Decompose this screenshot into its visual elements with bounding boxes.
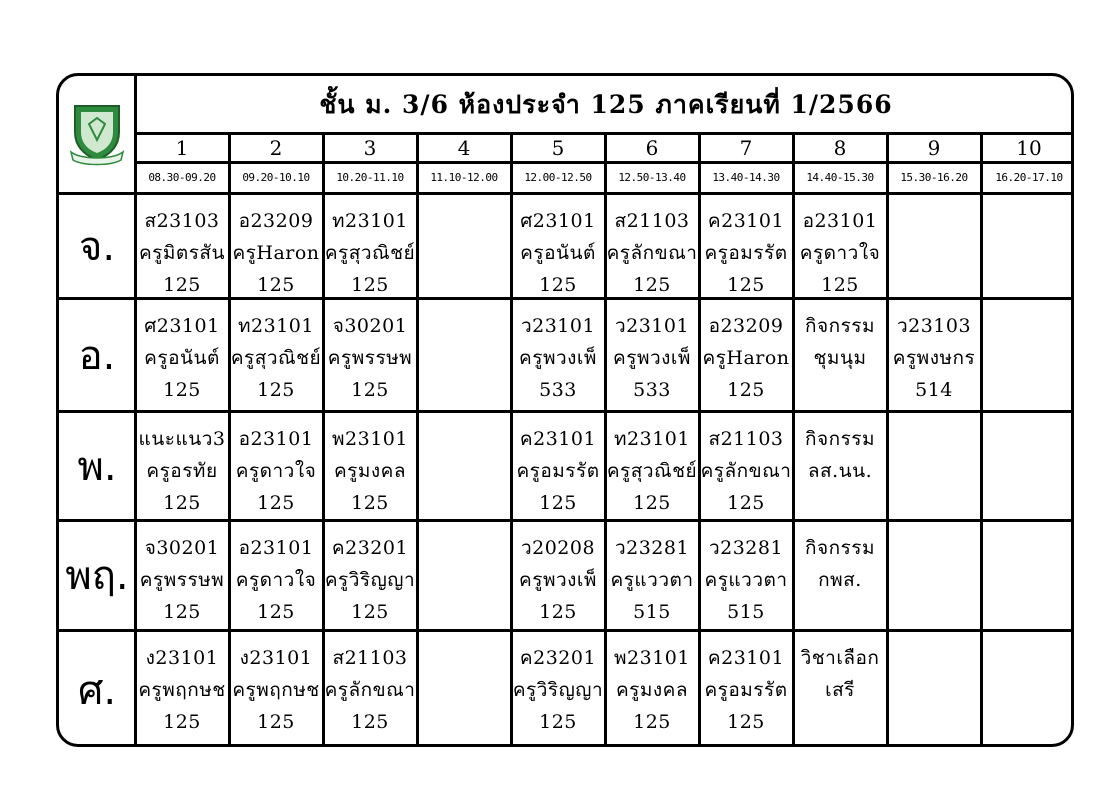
subject-code: ว23101 bbox=[614, 315, 690, 337]
class-cell bbox=[137, 413, 227, 518]
class-cell bbox=[513, 522, 603, 628]
teacher-name: ครูอมรรัต bbox=[704, 242, 788, 264]
class-cell bbox=[795, 522, 885, 628]
subject-code: ค23101 bbox=[707, 210, 785, 232]
room-number: 125 bbox=[351, 601, 389, 623]
subject-code: ง23101 bbox=[145, 647, 219, 669]
subject-code: ท23101 bbox=[238, 315, 314, 337]
teacher-name: ครูHaron bbox=[232, 242, 320, 264]
subject-code: กิจกรรม bbox=[804, 537, 876, 559]
subject-code: แนะแนว3 bbox=[138, 428, 226, 450]
room-number: 125 bbox=[163, 274, 201, 296]
teacher-name: ลส.นน. bbox=[807, 460, 873, 482]
teacher-name: ครูมงคล bbox=[615, 679, 689, 701]
class-cell bbox=[419, 195, 509, 296]
page-title: ชั้น ม. 3/6 ห้องประจำ 125 ภาคเรียนที่ 1/2566 bbox=[319, 89, 893, 119]
teacher-name: ครูสุวณิชย์ bbox=[325, 242, 415, 264]
room-number: 125 bbox=[257, 379, 295, 401]
class-cell bbox=[607, 300, 697, 409]
class-cell bbox=[795, 300, 885, 409]
teacher-name: ครูพวงเพ็ bbox=[519, 569, 597, 591]
period-time: 09.20-10.10 bbox=[242, 171, 310, 184]
class-cell bbox=[983, 413, 1074, 518]
teacher-name: ครูดาวใจ bbox=[799, 242, 881, 264]
period-number: 5 bbox=[551, 135, 565, 160]
teacher-name: ครูมิตรสัน bbox=[138, 242, 226, 264]
teacher-name: ครูลักขณา bbox=[607, 242, 697, 264]
teacher-name: ครูวิริญญา bbox=[325, 569, 415, 591]
class-cell bbox=[137, 632, 227, 747]
class-cell bbox=[231, 522, 321, 628]
room-number: 515 bbox=[633, 601, 671, 623]
teacher-name: ครูพรรษพ bbox=[139, 569, 225, 591]
teacher-name: ครูอมรรัต bbox=[704, 679, 788, 701]
room-number: 125 bbox=[727, 711, 765, 733]
period-number: 9 bbox=[927, 135, 941, 160]
teacher-name: ครูHaron bbox=[702, 347, 790, 369]
teacher-name: ครูพวงเพ็ bbox=[519, 347, 597, 369]
class-cell bbox=[325, 195, 415, 296]
subject-code: ค23101 bbox=[707, 647, 785, 669]
teacher-name: ครูดาวใจ bbox=[235, 569, 317, 591]
room-number: 125 bbox=[727, 274, 765, 296]
subject-code: ว20208 bbox=[520, 537, 596, 559]
room-number: 125 bbox=[163, 711, 201, 733]
class-cell bbox=[701, 522, 791, 628]
room-number: 515 bbox=[727, 601, 765, 623]
teacher-name: เสรี bbox=[825, 679, 855, 701]
period-number: 3 bbox=[363, 135, 377, 160]
room-number: 125 bbox=[727, 492, 765, 514]
room-number: 125 bbox=[163, 601, 201, 623]
class-cell bbox=[137, 300, 227, 409]
teacher-name: ครูพรรษพ bbox=[327, 347, 413, 369]
room-number: 125 bbox=[351, 492, 389, 514]
teacher-name: ครูมงคล bbox=[333, 460, 407, 482]
period-time: 10.20-11.10 bbox=[336, 171, 404, 184]
teacher-name: ครูอรทัย bbox=[146, 460, 218, 482]
teacher-name: ครูแววตา bbox=[704, 569, 788, 591]
period-time: 13.40-14.30 bbox=[712, 171, 780, 184]
room-number: 125 bbox=[163, 492, 201, 514]
day-label: จ. bbox=[78, 223, 116, 270]
class-cell bbox=[889, 195, 979, 296]
room-number: 125 bbox=[539, 601, 577, 623]
period-number: 2 bbox=[269, 135, 283, 160]
subject-code: ท23101 bbox=[332, 210, 408, 232]
class-cell bbox=[231, 632, 321, 747]
subject-code: กิจกรรม bbox=[804, 315, 876, 337]
subject-code: จ30201 bbox=[144, 537, 220, 559]
teacher-name: ครูลักขณา bbox=[701, 460, 791, 482]
teacher-name: ครูอนันต์ bbox=[520, 242, 596, 264]
day-label: อ. bbox=[78, 332, 116, 379]
room-number: 125 bbox=[257, 274, 295, 296]
room-number: 125 bbox=[351, 274, 389, 296]
subject-code: ส21103 bbox=[614, 210, 690, 232]
room-number: 125 bbox=[633, 492, 671, 514]
room-number: 125 bbox=[633, 274, 671, 296]
teacher-name: ครูอมรรัต bbox=[516, 460, 600, 482]
room-number: 514 bbox=[915, 379, 953, 401]
room-number: 125 bbox=[163, 379, 201, 401]
room-number: 533 bbox=[633, 379, 671, 401]
class-cell bbox=[795, 413, 885, 518]
period-number: 7 bbox=[739, 135, 753, 160]
subject-code: ว23281 bbox=[708, 537, 784, 559]
subject-code: ศ23101 bbox=[144, 315, 220, 337]
teacher-name: ครูพวงเพ็ bbox=[613, 347, 691, 369]
subject-code: ว23103 bbox=[896, 315, 972, 337]
class-cell bbox=[889, 300, 979, 409]
subject-code: จ30201 bbox=[332, 315, 408, 337]
class-cell bbox=[889, 632, 979, 747]
class-cell bbox=[325, 413, 415, 518]
class-cell bbox=[419, 413, 509, 518]
period-time: 16.20-17.10 bbox=[995, 171, 1063, 184]
teacher-name: ครูพฤกษช bbox=[232, 679, 320, 701]
class-cell bbox=[325, 632, 415, 747]
period-time: 15.30-16.20 bbox=[900, 171, 968, 184]
subject-code: ว23101 bbox=[520, 315, 596, 337]
teacher-name: ครูอนันต์ bbox=[144, 347, 220, 369]
class-cell bbox=[889, 522, 979, 628]
teacher-name: ครูแววตา bbox=[610, 569, 694, 591]
subject-code: พ23101 bbox=[332, 428, 408, 450]
room-number: 125 bbox=[539, 711, 577, 733]
period-time: 11.10-12.00 bbox=[430, 171, 498, 184]
room-number: 125 bbox=[351, 379, 389, 401]
subject-code: ง23101 bbox=[239, 647, 313, 669]
class-cell bbox=[325, 300, 415, 409]
class-cell bbox=[795, 195, 885, 296]
class-cell bbox=[137, 195, 227, 296]
teacher-name: ครูสุวณิชย์ bbox=[607, 460, 697, 482]
teacher-name: ครูดาวใจ bbox=[235, 460, 317, 482]
room-number: 125 bbox=[633, 711, 671, 733]
class-cell bbox=[231, 195, 321, 296]
class-cell bbox=[419, 522, 509, 628]
period-number: 8 bbox=[833, 135, 847, 160]
subject-code: ศ23101 bbox=[520, 210, 596, 232]
room-number: 125 bbox=[821, 274, 859, 296]
subject-code: ว23281 bbox=[614, 537, 690, 559]
class-cell bbox=[701, 413, 791, 518]
school-crest-logo bbox=[61, 78, 133, 191]
class-cell bbox=[325, 522, 415, 628]
timetable bbox=[56, 73, 1074, 747]
subject-code: ค23201 bbox=[519, 647, 597, 669]
room-number: 125 bbox=[351, 711, 389, 733]
period-time: 14.40-15.30 bbox=[806, 171, 874, 184]
class-cell bbox=[607, 522, 697, 628]
period-time: 08.30-09.20 bbox=[148, 171, 216, 184]
subject-code: พ23101 bbox=[614, 647, 690, 669]
class-cell bbox=[983, 300, 1074, 409]
class-cell bbox=[607, 632, 697, 747]
subject-code: อ23101 bbox=[238, 537, 314, 559]
teacher-name: ครูพงษกร bbox=[892, 347, 976, 369]
class-cell bbox=[513, 632, 603, 747]
period-number: 10 bbox=[1016, 135, 1042, 160]
class-cell bbox=[795, 632, 885, 747]
room-number: 533 bbox=[539, 379, 577, 401]
period-number: 1 bbox=[175, 135, 189, 160]
room-number: 125 bbox=[539, 274, 577, 296]
period-time: 12.00-12.50 bbox=[524, 171, 592, 184]
class-cell bbox=[231, 300, 321, 409]
subject-code: ส21103 bbox=[332, 647, 408, 669]
class-cell bbox=[137, 522, 227, 628]
period-number: 4 bbox=[457, 135, 471, 160]
subject-code: ส23103 bbox=[144, 210, 220, 232]
class-cell bbox=[701, 632, 791, 747]
subject-code: อ23101 bbox=[802, 210, 878, 232]
teacher-name: ชุมนุม bbox=[813, 347, 867, 369]
subject-code: กิจกรรม bbox=[804, 428, 876, 450]
subject-code: ส21103 bbox=[708, 428, 784, 450]
class-cell bbox=[983, 522, 1074, 628]
class-cell bbox=[607, 195, 697, 296]
teacher-name: ครูวิริญญา bbox=[513, 679, 603, 701]
class-cell bbox=[513, 413, 603, 518]
teacher-name: ครูสุวณิชย์ bbox=[231, 347, 321, 369]
subject-code: อ23101 bbox=[238, 428, 314, 450]
room-number: 125 bbox=[539, 492, 577, 514]
subject-code: ค23201 bbox=[331, 537, 409, 559]
teacher-name: กพส. bbox=[818, 569, 862, 591]
class-cell bbox=[419, 632, 509, 747]
class-cell bbox=[889, 413, 979, 518]
room-number: 125 bbox=[257, 711, 295, 733]
class-cell bbox=[513, 195, 603, 296]
teacher-name: ครูลักขณา bbox=[325, 679, 415, 701]
class-cell bbox=[231, 413, 321, 518]
subject-code: อ23209 bbox=[238, 210, 314, 232]
subject-code: วิชาเลือก bbox=[800, 647, 880, 669]
class-cell bbox=[983, 632, 1074, 747]
room-number: 125 bbox=[257, 601, 295, 623]
teacher-name: ครูพฤกษช bbox=[138, 679, 226, 701]
period-number: 6 bbox=[645, 135, 659, 160]
class-cell bbox=[419, 300, 509, 409]
room-number: 125 bbox=[727, 379, 765, 401]
period-time: 12.50-13.40 bbox=[618, 171, 686, 184]
subject-code: ท23101 bbox=[614, 428, 690, 450]
subject-code: อ23209 bbox=[708, 315, 784, 337]
day-label: พ. bbox=[77, 443, 117, 490]
day-label: ศ. bbox=[77, 668, 117, 714]
class-cell bbox=[701, 300, 791, 409]
day-label: พฤ. bbox=[65, 553, 129, 599]
class-cell bbox=[513, 300, 603, 409]
class-cell bbox=[983, 195, 1074, 296]
class-cell bbox=[607, 413, 697, 518]
class-cell bbox=[701, 195, 791, 296]
subject-code: ค23101 bbox=[519, 428, 597, 450]
room-number: 125 bbox=[257, 492, 295, 514]
